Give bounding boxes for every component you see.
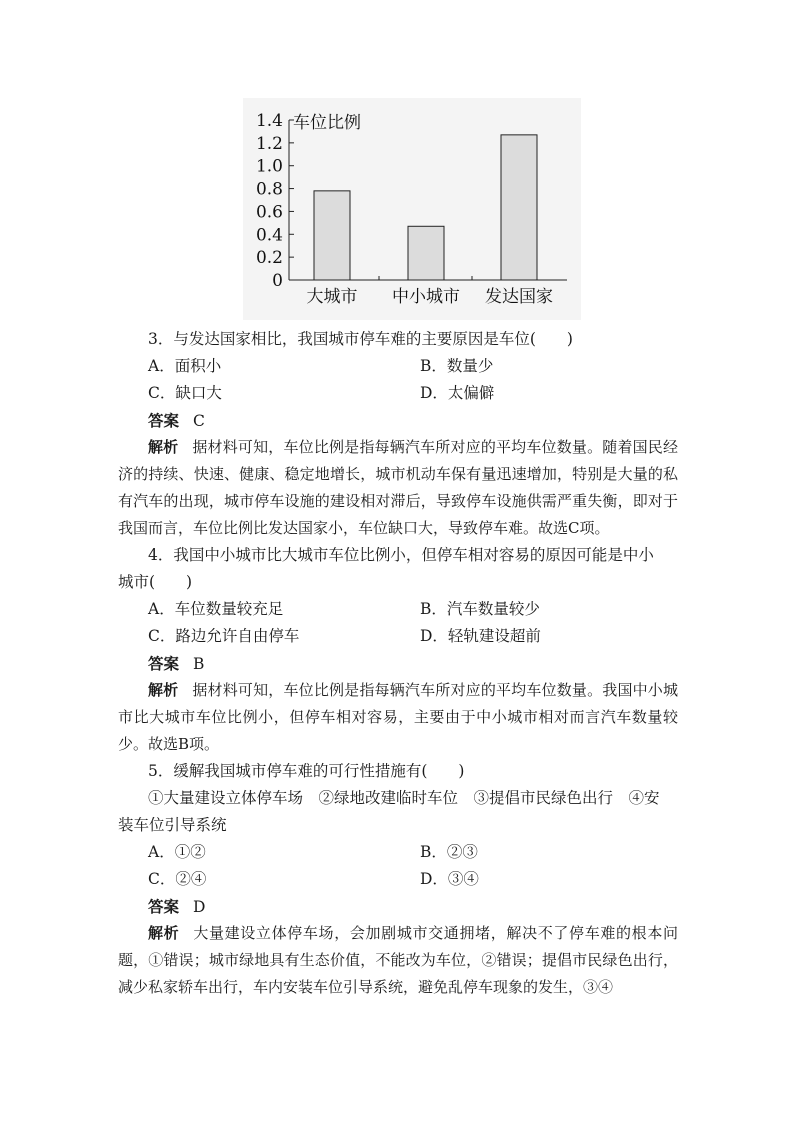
q5-items-line2: 装车位引导系统 bbox=[118, 816, 227, 834]
q4-option-d: D．轻轨建设超前 bbox=[420, 627, 541, 645]
q4-option-b: B．汽车数量较少 bbox=[420, 600, 540, 618]
q5-analysis bbox=[118, 920, 678, 1001]
q3-answer bbox=[118, 407, 678, 434]
q3-options-row2 bbox=[118, 380, 678, 407]
q5-option-c: C．②④ bbox=[148, 870, 207, 888]
chart-svg bbox=[243, 98, 581, 320]
y-tick-label: 1.2 bbox=[255, 133, 283, 154]
q3-stem: 3．与发达国家相比，我国城市停车难的主要原因是车位( ) bbox=[148, 330, 573, 348]
q5-option-d: D．③④ bbox=[420, 870, 479, 888]
q5-analysis-text: 大量建设立体停车场，会加剧城市交通拥堵，解决不了停车难的根本问题，①错误；城市绿地具有生态价值，不能改为车位，②错误；提倡市民绿色出行，减少私家轿车出行，车内安装车位引导系统，避免乱停车现象的发生，③④ bbox=[118, 924, 678, 996]
q4-option-c: C．路边允许自由停车 bbox=[148, 627, 300, 645]
bar-chart bbox=[243, 98, 581, 320]
q3-analysis-text: 据材料可知，车位比例是指每辆汽车所对应的平均车位数量。随着国民经济的持续、快速、健康、稳定地增长，城市机动车保有量迅速增加，特别是大量的私有汽车的出现，城市停车设施的建设相对滞后，导致停车设施供需严重失衡，即对于我国而言，车位比例比发达国家小，车位缺口大，导致停车难。故选C项。 bbox=[118, 438, 678, 537]
q4-answer-value: B bbox=[193, 655, 205, 673]
q5-option-a: A．①② bbox=[148, 843, 206, 861]
answer-label: 答案 bbox=[148, 654, 180, 673]
q5-options-row2 bbox=[118, 866, 678, 893]
q5-items-line1: ①大量建设立体停车场 ②绿地改建临时车位 ③提倡市民绿色出行 ④安 bbox=[148, 789, 660, 807]
q4-option-a: A．车位数量较充足 bbox=[148, 600, 284, 618]
y-tick-label: 0.4 bbox=[255, 225, 283, 246]
y-tick-label: 1.4 bbox=[255, 111, 283, 131]
analysis-label: 解析 bbox=[148, 681, 179, 699]
bar-1 bbox=[408, 226, 444, 280]
q3-option-d: D．太偏僻 bbox=[420, 384, 495, 402]
q5-answer-value: D bbox=[193, 898, 206, 916]
y-tick-label: 0.2 bbox=[255, 248, 283, 269]
bar-2 bbox=[501, 135, 537, 280]
q3-option-a: A．面积小 bbox=[148, 357, 222, 375]
q4-stem-line1: 4．我国中小城市比大城市车位比例小，但停车相对容易的原因可能是中小 bbox=[148, 546, 654, 564]
q5-option-b: B．②③ bbox=[420, 843, 478, 861]
y-tick-label: 0.6 bbox=[255, 202, 283, 223]
y-axis-title: 车位比例 bbox=[293, 113, 361, 133]
q5-answer bbox=[118, 893, 678, 920]
q3-option-c: C．缺口大 bbox=[148, 384, 222, 402]
q4-analysis bbox=[118, 677, 678, 758]
q4-options-row1 bbox=[118, 596, 678, 623]
q3-answer-value: C bbox=[193, 412, 205, 430]
q4-answer bbox=[118, 650, 678, 677]
y-tick-label: 0 bbox=[272, 271, 283, 291]
q3-option-b: B．数量少 bbox=[420, 357, 494, 375]
q4-options-row2 bbox=[118, 623, 678, 650]
question-section bbox=[118, 326, 678, 1001]
q4-stem-line2: 城市( ) bbox=[118, 573, 193, 591]
category-label: 大城市 bbox=[306, 287, 358, 307]
q5-stem: 5．缓解我国城市停车难的可行性措施有( ) bbox=[148, 762, 465, 780]
answer-label: 答案 bbox=[148, 897, 180, 916]
answer-label: 答案 bbox=[148, 411, 180, 430]
y-tick-label: 1.0 bbox=[255, 156, 283, 177]
category-label: 发达国家 bbox=[485, 287, 553, 307]
q4-analysis-text: 据材料可知，车位比例是指每辆汽车所对应的平均车位数量。我国中小城市比大城市车位比例小，但停车相对容易，主要由于中小城市相对而言汽车数量较少。故选B项。 bbox=[118, 681, 678, 753]
category-label: 中小城市 bbox=[392, 287, 460, 307]
y-tick-label: 0.8 bbox=[255, 179, 283, 200]
q3-options-row1 bbox=[118, 353, 678, 380]
q3-analysis bbox=[118, 434, 678, 542]
analysis-label: 解析 bbox=[148, 438, 179, 456]
q5-options-row1 bbox=[118, 839, 678, 866]
bar-0 bbox=[314, 191, 350, 280]
analysis-label: 解析 bbox=[148, 924, 180, 942]
